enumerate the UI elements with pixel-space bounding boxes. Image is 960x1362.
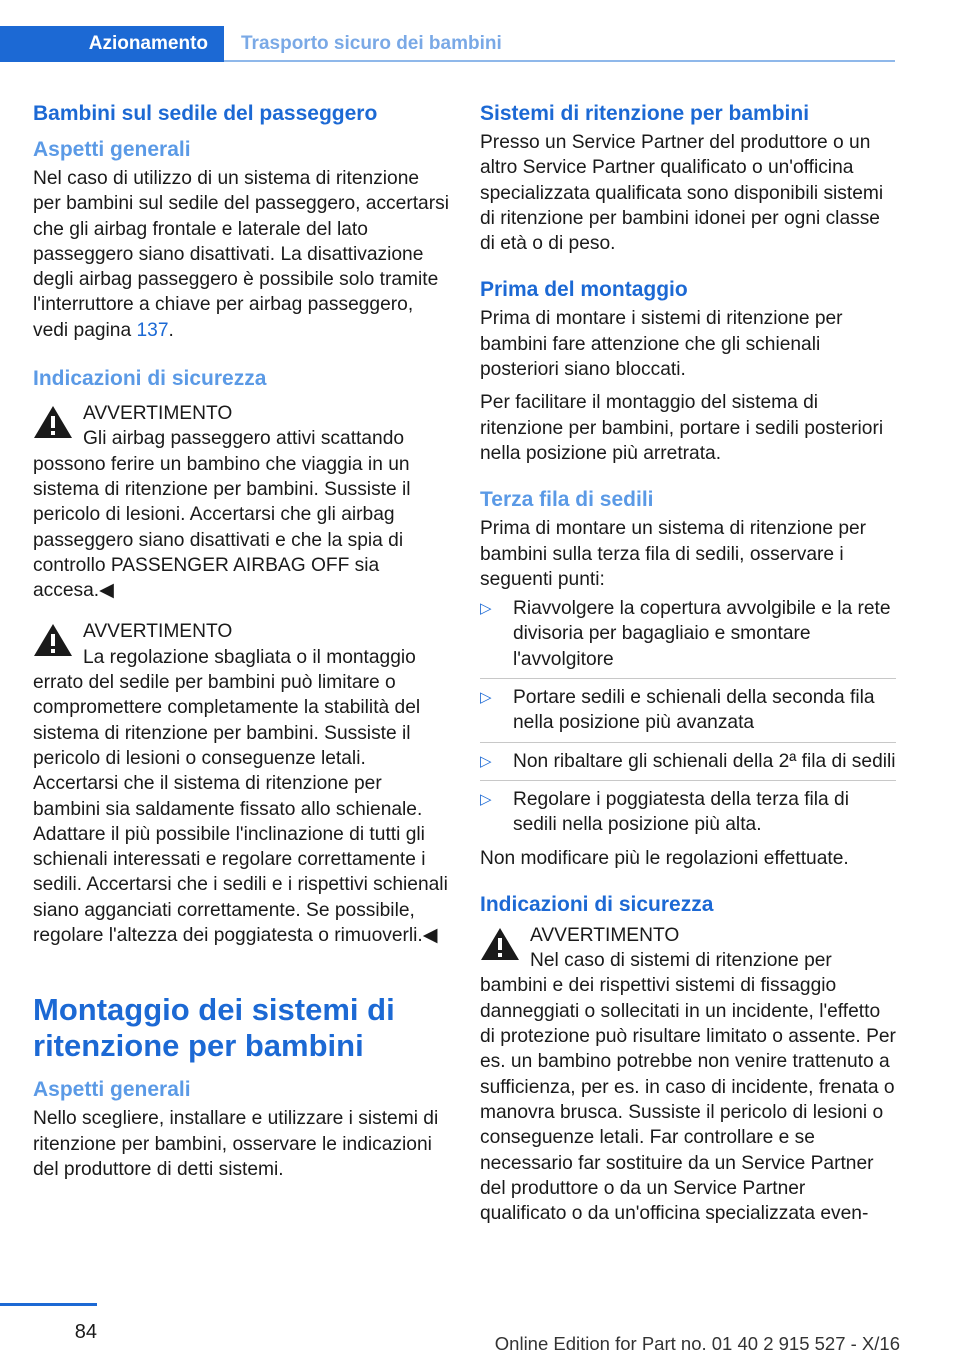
warning-block (33, 401, 449, 603)
list-item-text: Non ribaltare gli schienali della 2ª fila di sedili (513, 750, 896, 772)
safety-heading-right: Indicazioni di sicurezza (480, 892, 714, 916)
warning-icon (480, 927, 520, 961)
list-item (480, 685, 896, 743)
warning-title: AVVERTIMENTO (83, 403, 233, 425)
list-item (480, 749, 896, 781)
warning-title: AVVERTIMENTO (83, 621, 233, 643)
warning-block (480, 923, 896, 1227)
before-paragraph-1: Prima di montare i sistemi di ritenzione per bambini fare attenzione che gli schienali posteriori siano bloccati. (480, 308, 843, 381)
page-link[interactable]: 137 (136, 319, 169, 341)
general2-heading: Aspetti generali (33, 1078, 191, 1102)
third-row-heading: Terza fila di sedili (480, 488, 654, 512)
general2-paragraph: Nello scegliere, installare e utilizzare i sistemi di ritenzione per bambini, osservare le indicazioni del produttore di detti sistemi. (33, 1108, 439, 1180)
chapter-heading: Montaggio dei sistemi di ritenzione per bambini (33, 992, 395, 1064)
warning-text: Nel caso di sistemi di ritenzione per bambini e dei rispettivi sistemi di fissaggio danneggiati o sollecitati in un incidente, l'effetto di protezione può risultare limitato o assente. Per es. un bambino potrebbe non venire trattenuto a sufficienza, per es. in caso di incidente, frenata o manovra brusca. Sussiste il pericolo di lesioni o conseguenze letali. Far controllare e se necessario far sostituire da un Service Partner del produttore o da un Service Partner qualificato o da un'officina specializzata even- (480, 950, 896, 1225)
header-divider (224, 60, 895, 62)
triangle-bullet-icon: ▷ (480, 689, 492, 707)
systems-heading: Sistemi di ritenzione per bambini (480, 102, 810, 125)
third-row-paragraph: Prima di montare un sistema di ritenzione per bambini sulla terza fila di sedili, osservare i seguenti punti: (480, 518, 867, 590)
list-item-text: Riavvolgere la copertura avvolgibile e la rete divisoria per bagagliaio e smontare l'avvolgitore (513, 598, 891, 670)
warning-text: Gli airbag passeggero attivi scattando possono ferire un bambino che viaggia in un sistema di ritenzione per bambini. Sussiste il pericolo di lesioni. Accertarsi che gli airbag passeggero siano disattivati e che la spia di controllo PASSENGER AIRBAG OFF sia accesa.◀ (33, 428, 411, 602)
section-title: Bambini sul sedile del passeggero (33, 102, 378, 125)
warning-block (33, 619, 449, 948)
after-list-paragraph: Non modificare più le regolazioni effettuate. (480, 847, 849, 869)
general-paragraph (33, 166, 449, 343)
left-column (33, 100, 449, 1182)
systems-paragraph: Presso un Service Partner del produttore o un altro Service Partner qualificato o un'officina specializzata qualificata sono disponibili sistemi di ritenzione per bambini idonei per ogni classe di età o di peso. (480, 132, 884, 255)
warning-icon (33, 405, 73, 439)
general-heading: Aspetti generali (33, 138, 191, 161)
list-item-text: Portare sedili e schienali della seconda fila nella posizione più avanzata (513, 687, 875, 734)
general-text: Nel caso di utilizzo di un sistema di ritenzione per bambini sul sedile del passeggero, accertarsi che gli airbag frontale e laterale del lato passeggero siano disattivati. La disattivazione degli airbag passeggero è possibile solo tramite l'interruttore a chiave per airbag passeggero, vedi pagina (33, 168, 449, 341)
edition-note: Online Edition for Part no. 01 40 2 915 527 - X/16 (494, 1333, 900, 1354)
list-item-text: Regolare i poggiatesta della terza fila di sedili nella posizione più alta. (513, 788, 849, 836)
topic-tab: Trasporto sicuro dei bambini (241, 33, 502, 54)
footer-divider (0, 1303, 97, 1306)
before-paragraph-2: Per facilitare il montaggio del sistema di ritenzione per bambini, portare i sedili posteriori nella posizione più arretrata. (480, 392, 884, 464)
triangle-bullet-icon: ▷ (480, 752, 492, 770)
section-tab: Azionamento (0, 26, 224, 62)
warning-title: AVVERTIMENTO (530, 924, 680, 946)
right-column (480, 100, 896, 1226)
triangle-bullet-icon: ▷ (480, 790, 492, 808)
list-item (480, 787, 896, 844)
list-item (480, 596, 896, 679)
before-heading: Prima del montaggio (480, 278, 688, 302)
general-text-end: . (168, 319, 174, 341)
safety-heading: Indicazioni di sicurezza (33, 367, 267, 391)
triangle-bullet-icon: ▷ (480, 600, 492, 618)
page-number: 84 (74, 1321, 97, 1343)
warning-text: La regolazione sbagliata o il montaggio errato del sedile per bambini può limitare o compromettere completamente la stabilità del sistema di ritenzione per bambini. Sussiste il pericolo di lesioni o conseguenze letali. Accertarsi che il sistema di ritenzione per bambini sia saldamente fissato allo schienale. Adattare il più possibile l'inclinazione di tutti gli schienali interessati e regolare correttamente i sedili. Accertarsi che i sedili e i rispettivi schienali siano agganciati correttamente. Se possibile, regolare l'altezza dei poggiatesta o rimuoverli.◀ (33, 646, 448, 947)
instruction-list (480, 596, 896, 843)
warning-icon (33, 623, 73, 657)
page-header (0, 26, 895, 64)
